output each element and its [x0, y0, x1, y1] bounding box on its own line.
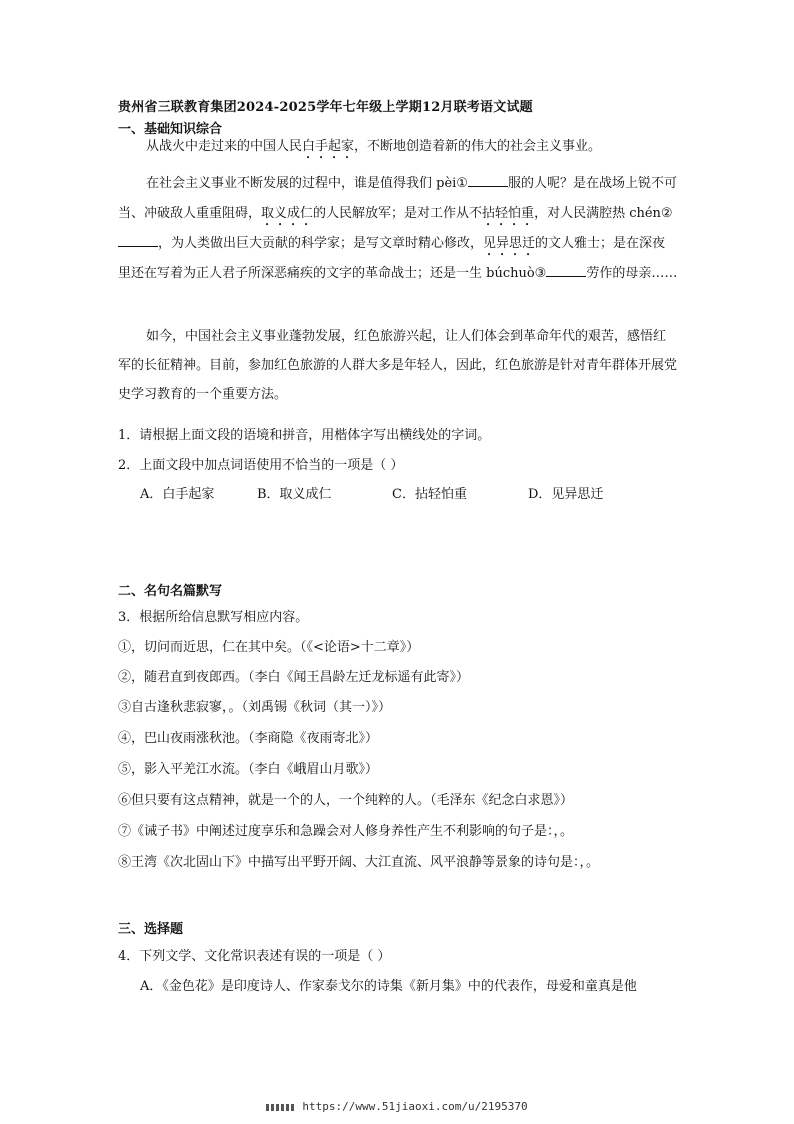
site-logo-icon — [266, 1104, 296, 1111]
dictation-item-3: ③自古逢秋悲寂寥，。（刘禹锡《秋词（其一）》） — [118, 700, 392, 715]
section1-heading: 一、基础知识综合 — [118, 122, 223, 137]
option-b[interactable]: B．取义成仁 — [257, 487, 332, 502]
dotted-word: 取义成仁 — [261, 206, 314, 221]
dictation-item-5: ⑤，影入平羌江水流。（李白《峨眉山月歌》） — [118, 762, 379, 777]
dictation-item-1: ①，切问而近思，仁在其中矣。（《<论语>十二章》） — [118, 640, 420, 655]
answer-blank[interactable] — [468, 174, 508, 187]
section1-paragraph-1: 从战火中走过来的中国人民白手起家，不断地创造着新的伟大的社会主义事业。 — [146, 139, 602, 154]
dotted-word: 见异思迁 — [483, 236, 536, 251]
answer-blank[interactable] — [546, 264, 586, 277]
section1-paragraph-2: 在社会主义事业不断发展的过程中，谁是值得我们 pèi① 服的人呢？是在战场上锐不可当、冲破敌人重重阻碍，取义成仁的人民解放军；是对工作从不拈轻怕重，对人民满腔热 chén②，为人类做出巨大贡献的科学家；是写文章时精心修改，见异思迁的文人雅士；是在深夜里还在写着为正人君子所深恶痛疾的文字的革命战士；还是一生 búchuò③ 劳作的母亲…… — [118, 176, 678, 281]
option-a[interactable]: A．白手起家 — [140, 487, 215, 502]
dotted-word: 白手起家 — [302, 139, 355, 154]
footer-watermark — [0, 1100, 794, 1113]
dictation-item-8: ⑧王湾《次北固山下》中描写出平野开阔、大江直流、风平浪静等景象的诗句是：，。 — [118, 855, 600, 870]
question-4: 4．下列文学、文化常识表述有误的一项是（ ） — [118, 949, 391, 964]
option-d[interactable]: D．见异思迁 — [528, 487, 604, 502]
question-3: 3．根据所给信息默写相应内容。 — [118, 610, 309, 625]
dictation-item-6: ⑥但只要有这点精神，就是一个的人，一个纯粹的人。（毛泽东《纪念白求恩》） — [118, 793, 574, 808]
page-title: 贵州省三联教育集团2024-2025学年七年级上学期12月联考语文试题 — [118, 100, 533, 115]
question-4-option-a: A．《金色花》是印度诗人、作家泰戈尔的诗集《新月集》中的代表作，母爱和童真是他 — [140, 979, 637, 994]
section1-paragraph-3: 如今，中国社会主义事业蓬勃发展，红色旅游兴起，让人们体会到革命年代的艰苦，感悟红军的长征精神。目前，参加红色旅游的人群大多是年轻人，因此，红色旅游是针对青年群体开展党史学习教育的一个重要方法。 — [118, 329, 678, 402]
question-1: 1．请根据上面文段的语境和拼音，用楷体字写出横线处的字词。 — [118, 428, 491, 443]
footer-url[interactable]: https://www.51jiaoxi.com/u/2195370 — [302, 1100, 528, 1113]
dictation-item-7: ⑦《诫子书》中阐述过度享乐和急躁会对人修身养性产生不利影响的句子是：，。 — [118, 824, 574, 839]
option-c[interactable]: C．拈轻怕重 — [392, 487, 467, 502]
section2-heading: 二、名句名篇默写 — [118, 584, 223, 599]
dictation-item-2: ②，随君直到夜郎西。（李白《闻王昌龄左迁龙标遥有此寄》） — [118, 670, 470, 685]
section3-heading: 三、选择题 — [118, 922, 184, 937]
answer-blank[interactable] — [118, 234, 158, 247]
dictation-item-4: ④，巴山夜雨涨秋池。（李商隐《夜雨寄北》） — [118, 731, 379, 746]
question-2: 2．上面文段中加点词语使用不恰当的一项是（ ） — [118, 458, 404, 473]
dotted-word: 拈轻怕重 — [482, 206, 535, 221]
